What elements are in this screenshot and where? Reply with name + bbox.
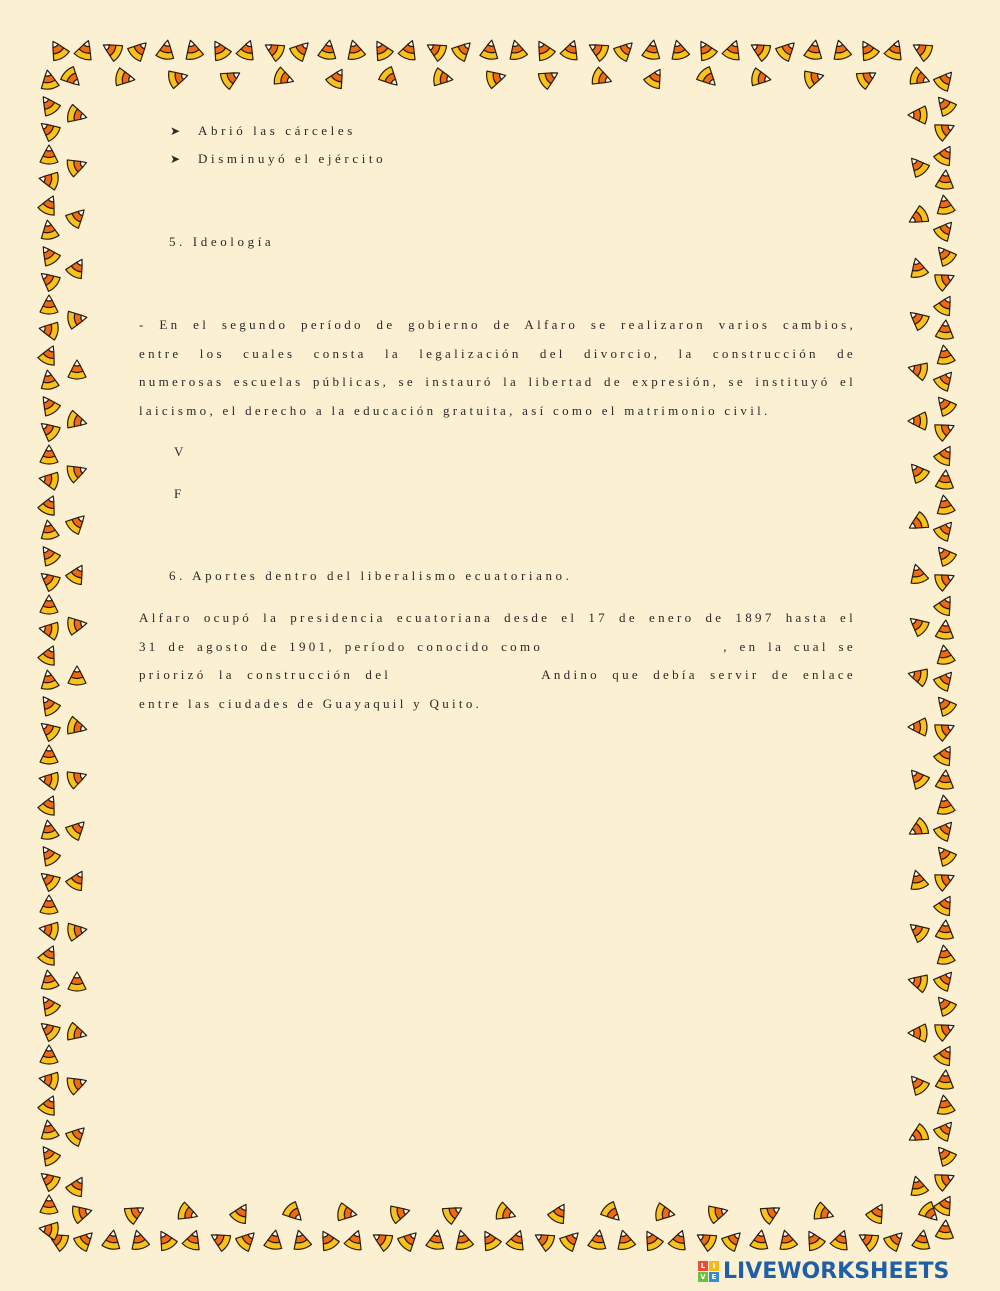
- candy-corn-icon: [933, 718, 958, 742]
- candy-corn-icon: [36, 842, 62, 868]
- candy-corn-icon: [855, 1227, 880, 1252]
- candy-corn-icon: [37, 942, 61, 967]
- candy-corn-icon: [66, 104, 89, 126]
- candy-corn-icon: [68, 360, 86, 379]
- candy-corn-icon: [935, 1069, 955, 1089]
- candy-corn-icon: [932, 517, 958, 543]
- candy-corn-icon: [720, 1227, 746, 1253]
- candy-corn-icon: [905, 205, 930, 230]
- candy-corn-icon: [40, 595, 58, 614]
- candy-corn-icon: [935, 619, 955, 639]
- candy-corn-icon: [905, 1071, 931, 1097]
- candy-corn-icon: [36, 267, 62, 293]
- section-heading: 5. Ideología: [169, 234, 275, 249]
- candy-corn-icon: [933, 892, 958, 917]
- candy-corn-icon: [932, 842, 958, 868]
- candy-corn-icon: [933, 1018, 958, 1042]
- candy-corn-icon: [36, 1167, 62, 1193]
- candy-corn-icon: [290, 1228, 312, 1251]
- candy-corn-icon: [343, 1228, 366, 1252]
- candy-corn-icon: [612, 37, 638, 63]
- candy-corn-icon: [315, 1227, 340, 1252]
- candy-corn-icon: [281, 1200, 307, 1226]
- candy-corn-icon: [37, 792, 61, 817]
- candy-corn-icon: [318, 39, 339, 61]
- candy-corn-icon: [933, 142, 958, 167]
- candy-corn-icon: [38, 169, 60, 190]
- candy-corn-icon: [433, 68, 455, 89]
- candy-corn-icon: [934, 344, 955, 366]
- candy-corn-icon: [38, 969, 59, 991]
- candy-corn-icon: [66, 716, 89, 738]
- candy-corn-icon: [36, 242, 62, 268]
- candy-corn-icon: [377, 65, 403, 91]
- candy-corn-icon: [935, 469, 955, 489]
- candy-corn-icon: [38, 669, 59, 691]
- candy-corn-icon: [36, 692, 62, 718]
- candy-corn-icon: [38, 519, 59, 541]
- candy-corn-icon: [829, 1228, 852, 1252]
- candy-corn-icon: [40, 295, 58, 314]
- candy-corn-icon: [38, 369, 59, 391]
- candy-corn-icon: [932, 967, 958, 993]
- candy-corn-icon: [933, 118, 958, 142]
- candy-corn-icon: [933, 742, 958, 767]
- candy-corn-icon: [389, 1202, 412, 1224]
- candy-corn-icon: [935, 169, 955, 189]
- candy-corn-icon: [643, 65, 668, 90]
- candy-corn-icon: [36, 417, 62, 443]
- candy-corn-icon: [65, 460, 89, 483]
- candy-corn-icon: [933, 292, 958, 317]
- candy-corn-icon: [40, 895, 58, 914]
- candy-corn-icon: [801, 1227, 826, 1252]
- candy-corn-icon: [905, 918, 931, 944]
- candy-corn-icon: [36, 567, 62, 593]
- candy-corn-icon: [36, 717, 62, 743]
- candy-corn-icon: [932, 1117, 958, 1143]
- paragraph-line: [139, 661, 856, 690]
- candy-corn-icon: [64, 1122, 90, 1148]
- candy-corn-icon: [64, 204, 90, 230]
- candy-corn-icon: [396, 1227, 422, 1253]
- candy-corn-icon: [37, 492, 61, 517]
- candy-corn-icon: [908, 1024, 927, 1042]
- candy-corn-icon: [207, 37, 232, 62]
- candy-corn-icon: [933, 1168, 958, 1192]
- candy-corn-icon: [934, 794, 955, 816]
- candy-corn-icon: [71, 1202, 94, 1224]
- candy-corn-icon: [37, 642, 61, 667]
- candy-corn-icon: [906, 359, 929, 381]
- candy-corn-icon: [883, 38, 906, 62]
- statement-line: laicismo, el derecho a la educación gratuita, así como el matrimonio civil.: [139, 402, 771, 418]
- candy-corn-icon: [181, 1228, 204, 1252]
- candy-corn-icon: [907, 1174, 929, 1197]
- candy-corn-icon: [66, 410, 89, 432]
- candy-corn-icon: [494, 1201, 518, 1224]
- candy-corn-icon: [40, 145, 58, 164]
- statement-line: entre los cuales consta la legalización del divorcio, la construcción de: [139, 345, 856, 361]
- paragraph-line: entre las ciudades de Guayaquil y Quito.: [139, 695, 483, 711]
- candy-corn-icon: [207, 1227, 232, 1252]
- candy-corn-icon: [585, 37, 610, 62]
- statement-line: - En el segundo período de gobierno de Alfaro se realizaron varios cambios,: [139, 317, 856, 332]
- candy-corn-icon: [905, 817, 930, 842]
- candy-corn-icon: [934, 1094, 955, 1116]
- candy-corn-icon: [909, 37, 934, 62]
- candy-corn-icon: [480, 39, 501, 61]
- candy-corn-icon: [36, 117, 62, 143]
- paragraph-line: Alfaro ocupó la presidencia ecuatoriana desde el 17 de enero de 1897 hasta el: [139, 610, 856, 625]
- candy-corn-icon: [38, 919, 60, 940]
- candy-corn-icon: [855, 37, 880, 62]
- candy-corn-icon: [531, 37, 556, 62]
- candy-corn-icon: [36, 1017, 62, 1043]
- candy-corn-icon: [935, 319, 955, 339]
- candy-corn-icon: [667, 1228, 690, 1252]
- candy-corn-icon: [932, 1142, 958, 1168]
- candy-corn-icon: [67, 308, 89, 329]
- paragraph-text: priorizó la construcción del: [139, 667, 392, 682]
- bullet-item: Abrió las cárceles: [198, 123, 356, 138]
- candy-corn-icon: [933, 592, 958, 617]
- candy-corn-icon: [932, 92, 958, 118]
- candy-corn-icon: [397, 38, 420, 62]
- candy-corn-icon: [908, 718, 927, 736]
- candy-corn-icon: [450, 37, 476, 63]
- candy-corn-icon: [38, 69, 59, 91]
- candy-corn-icon: [128, 1228, 150, 1251]
- candy-corn-icon: [59, 65, 85, 91]
- candy-corn-icon: [64, 510, 90, 536]
- candy-corn-icon: [38, 319, 60, 340]
- candy-corn-icon: [558, 1227, 584, 1253]
- candy-corn-icon: [452, 1228, 474, 1251]
- candy-corn-icon: [219, 65, 244, 90]
- candy-corn-icon: [932, 992, 958, 1018]
- badge-letter: V: [698, 1272, 708, 1282]
- candy-corn-icon: [599, 1200, 625, 1226]
- candy-corn-icon: [38, 819, 59, 841]
- candy-corn-icon: [934, 494, 955, 516]
- candy-corn-icon: [65, 1072, 89, 1095]
- candy-corn-icon: [905, 612, 931, 638]
- candy-corn-icon: [36, 992, 62, 1018]
- candy-corn-icon: [905, 459, 931, 485]
- candy-corn-icon: [803, 67, 826, 89]
- paragraph-text: , en la cual se: [723, 638, 856, 654]
- candy-corn-icon: [912, 1229, 933, 1251]
- candy-corn-icon: [934, 194, 955, 216]
- candy-corn-icon: [288, 37, 314, 63]
- statement-paragraph: [139, 311, 856, 425]
- bullet-item: Disminuyó el ejército: [198, 151, 387, 166]
- section-heading: 6. Aportes dentro del liberalismo ecuatoriano.: [169, 568, 573, 583]
- candy-corn-icon: [932, 667, 958, 693]
- candy-corn-icon: [855, 65, 880, 90]
- candy-corn-icon: [905, 511, 930, 536]
- candy-corn-icon: [40, 445, 58, 464]
- candy-corn-icon: [721, 38, 744, 62]
- candy-corn-icon: [36, 867, 62, 893]
- logo-badge-icon: [698, 1261, 719, 1282]
- candy-corn-icon: [932, 692, 958, 718]
- candy-corn-icon: [907, 868, 929, 891]
- candy-corn-icon: [559, 38, 582, 62]
- candy-corn-icon: [229, 1200, 254, 1225]
- candy-corn-icon: [908, 106, 927, 124]
- candy-corn-icon: [905, 1123, 930, 1148]
- candy-corn-icon: [485, 67, 508, 89]
- candy-corn-icon: [830, 38, 852, 61]
- candy-corn-icon: [932, 542, 958, 568]
- candy-corn-icon: [668, 38, 690, 61]
- candy-corn-icon: [167, 67, 190, 89]
- candy-corn-icon: [65, 766, 89, 789]
- candy-corn-icon: [38, 219, 59, 241]
- candy-corn-icon: [932, 217, 958, 243]
- candy-corn-icon: [932, 242, 958, 268]
- paragraph-text: 31 de agosto de 1901, período conocido como: [139, 638, 544, 654]
- candy-corn-icon: [907, 562, 929, 585]
- candy-corn-icon: [588, 1229, 609, 1251]
- candy-corn-icon: [68, 972, 86, 991]
- candy-corn-icon: [72, 1227, 98, 1253]
- candy-corn-icon: [73, 38, 96, 62]
- candy-corn-icon: [908, 412, 927, 430]
- candy-corn-icon: [935, 919, 955, 939]
- candy-corn-icon: [776, 1228, 798, 1251]
- candy-corn-icon: [37, 1092, 61, 1117]
- candy-corn-icon: [933, 1042, 958, 1067]
- candy-corn-icon: [38, 1119, 59, 1141]
- candy-corn-icon: [261, 37, 286, 62]
- candy-corn-icon: [65, 154, 89, 177]
- candy-corn-icon: [707, 1202, 730, 1224]
- candy-corn-icon: [865, 1200, 890, 1225]
- candy-corn-icon: [38, 769, 60, 790]
- candy-corn-icon: [126, 37, 152, 63]
- candy-corn-icon: [905, 765, 931, 791]
- statement-line: numerosas escuelas públicas, se instauró la libertad de expresión, se instituyó el: [139, 374, 856, 389]
- candy-corn-icon: [905, 306, 931, 332]
- candy-corn-icon: [153, 1227, 178, 1252]
- candy-corn-icon: [477, 1227, 502, 1252]
- candy-corn-icon: [693, 37, 718, 62]
- candy-corn-icon: [102, 1229, 123, 1251]
- candy-corn-icon: [934, 644, 955, 666]
- candy-corn-icon: [40, 745, 58, 764]
- candy-corn-icon: [695, 65, 721, 91]
- candy-corn-icon: [264, 1229, 285, 1251]
- bullet-arrow-icon: ➤: [170, 124, 181, 138]
- brand-name: LIVEWORKSHEETS: [723, 1258, 950, 1284]
- candy-corn-icon: [537, 65, 562, 90]
- candy-corn-icon: [156, 39, 177, 61]
- paragraph-line: [139, 633, 856, 662]
- candy-corn-icon: [344, 38, 366, 61]
- candy-corn-icon: [369, 37, 394, 62]
- candy-corn-icon: [37, 342, 61, 367]
- candy-corn-icon: [531, 1227, 556, 1252]
- candy-corn-icon: [933, 868, 958, 892]
- candy-corn-icon: [64, 816, 90, 842]
- candy-corn-icon: [66, 1022, 89, 1044]
- candy-corn-icon: [774, 37, 800, 63]
- candy-corn-icon: [934, 944, 955, 966]
- candy-corn-icon: [36, 392, 62, 418]
- candy-corn-icon: [506, 38, 528, 61]
- candy-corn-icon: [38, 1069, 60, 1090]
- candy-corn-icon: [123, 1200, 148, 1225]
- candy-corn-icon: [38, 1219, 60, 1240]
- candy-corn-icon: [655, 1203, 677, 1224]
- liveworksheets-logo: [698, 1257, 949, 1285]
- candy-corn-icon: [505, 1228, 528, 1252]
- candy-corn-icon: [65, 255, 90, 280]
- candy-corn-icon: [40, 1195, 58, 1214]
- candy-corn-icon: [933, 442, 958, 467]
- candy-corn-icon: [99, 37, 124, 62]
- candy-corn-icon: [750, 1229, 771, 1251]
- candy-corn-icon: [272, 66, 296, 89]
- option-false[interactable]: F: [174, 486, 185, 501]
- candy-corn-icon: [882, 1227, 908, 1253]
- candy-corn-icon: [115, 68, 137, 89]
- candy-corn-icon: [933, 568, 958, 592]
- candy-corn-icon: [906, 971, 929, 993]
- candy-corn-icon: [547, 1200, 572, 1225]
- candy-corn-icon: [935, 769, 955, 789]
- candy-corn-icon: [325, 65, 350, 90]
- candy-corn-icon: [45, 37, 70, 62]
- candy-corn-icon: [182, 38, 204, 61]
- candy-corn-icon: [905, 153, 931, 179]
- badge-letter: L: [698, 1261, 708, 1271]
- badge-letter: I: [709, 1261, 719, 1271]
- candy-corn-icon: [932, 367, 958, 393]
- candy-corn-icon: [337, 1203, 359, 1224]
- candy-corn-icon: [932, 392, 958, 418]
- paragraph-text: Andino que debía servir de enlace: [541, 667, 856, 682]
- badge-letter: E: [709, 1272, 719, 1282]
- candy-corn-icon: [935, 1219, 955, 1239]
- candy-corn-icon: [67, 920, 89, 941]
- candy-corn-icon: [642, 39, 663, 61]
- candy-corn-icon: [235, 38, 258, 62]
- candy-corn-icon: [65, 561, 90, 586]
- candy-corn-icon: [37, 192, 61, 217]
- candy-corn-icon: [932, 817, 958, 843]
- candy-corn-icon: [907, 256, 929, 279]
- candy-corn-icon: [933, 1192, 958, 1217]
- candy-corn-icon: [423, 37, 448, 62]
- candy-corn-icon: [932, 67, 958, 93]
- candy-corn-icon: [426, 1229, 447, 1251]
- candy-corn-icon: [908, 66, 932, 89]
- candy-corn-icon: [751, 68, 773, 89]
- candy-corn-icon: [234, 1227, 260, 1253]
- candy-corn-icon: [804, 39, 825, 61]
- aportes-paragraph: [139, 604, 856, 718]
- candy-corn-icon: [36, 92, 62, 118]
- candy-corn-icon: [36, 1142, 62, 1168]
- candy-corn-icon: [812, 1201, 836, 1224]
- candy-corn-icon: [639, 1227, 664, 1252]
- candy-corn-icon: [38, 469, 60, 490]
- candy-corn-icon: [40, 1045, 58, 1064]
- candy-corn-icon: [369, 1227, 394, 1252]
- candy-corn-icon: [747, 37, 772, 62]
- option-true[interactable]: V: [174, 444, 187, 459]
- candy-corn-icon: [590, 66, 614, 89]
- candy-corn-icon: [933, 268, 958, 292]
- candy-corn-icon: [67, 614, 89, 635]
- candy-corn-icon: [441, 1200, 466, 1225]
- candy-corn-icon: [759, 1200, 784, 1225]
- candy-corn-icon: [176, 1201, 200, 1224]
- candy-corn-icon: [614, 1228, 636, 1251]
- candy-corn-icon: [38, 619, 60, 640]
- candy-corn-icon: [933, 418, 958, 442]
- bullet-arrow-icon: ➤: [170, 152, 181, 166]
- candy-corn-icon: [693, 1227, 718, 1252]
- candy-corn-icon: [68, 666, 86, 685]
- candy-corn-icon: [65, 867, 90, 892]
- candy-corn-icon: [65, 1173, 90, 1198]
- candy-corn-icon: [36, 542, 62, 568]
- candy-corn-icon: [906, 665, 929, 687]
